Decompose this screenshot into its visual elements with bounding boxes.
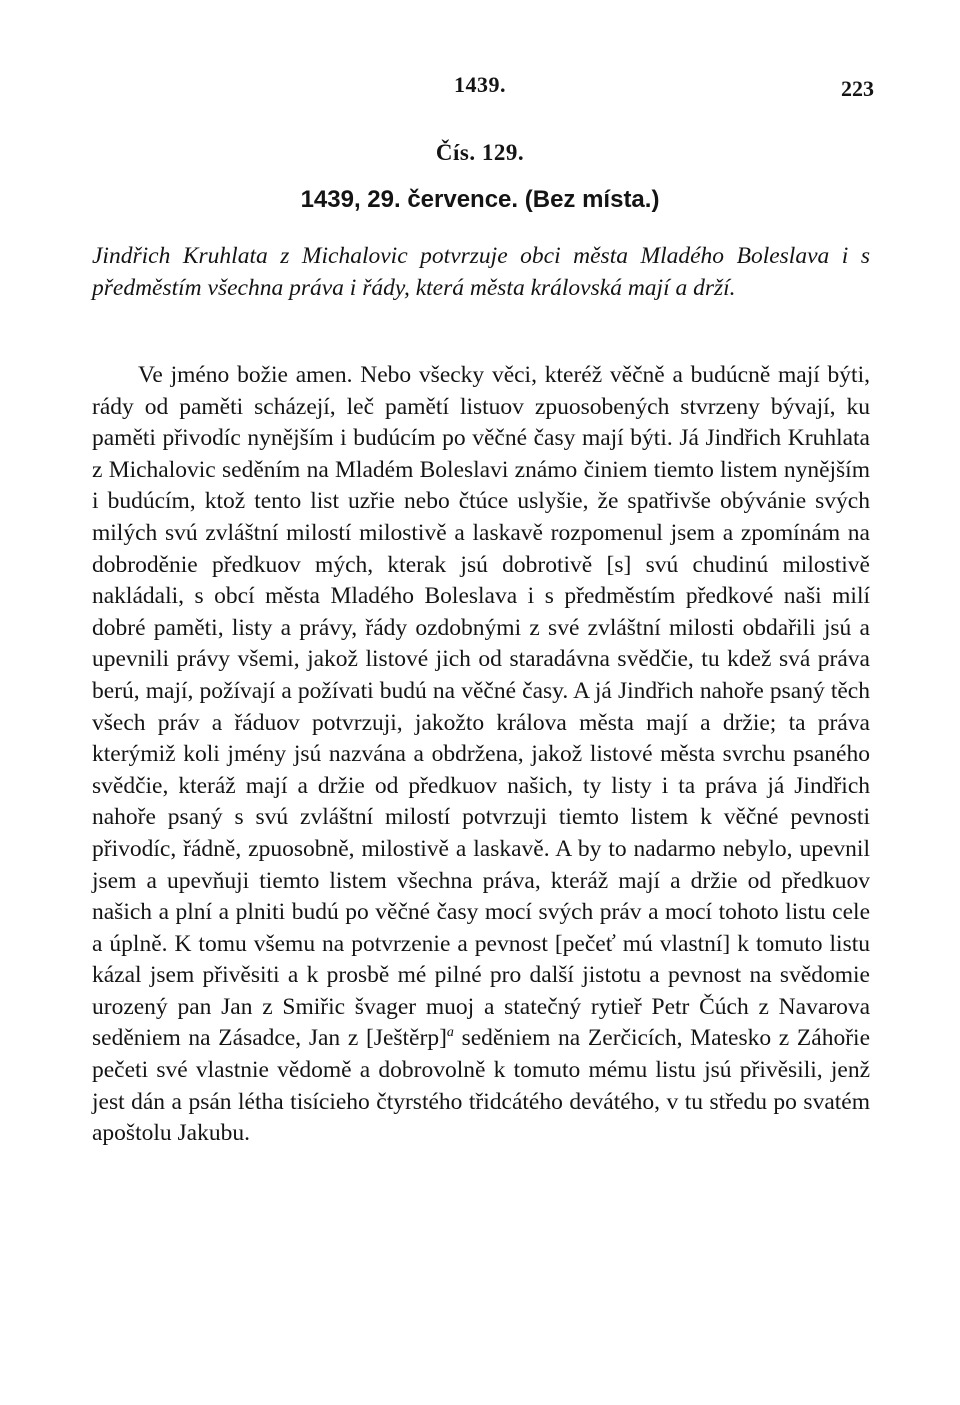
document-date: 1439, 29. července. (Bez místa.)	[300, 186, 660, 213]
document-regest: Jindřich Kruhlata z Michalovic potvrzuje obci města Mladého Boleslava i s předměstím všechna práva i řády, která města královská mají a drží.	[92, 243, 870, 301]
footnote-marker: a	[446, 1025, 454, 1041]
document-body	[92, 360, 870, 1150]
body-text-part-2: seděniem na Zerčicích, Matesko z Záhořie pečeti své vlastnie vědomě a dobrovolně k tomuto mému listu jsú přivěsili, jenž jest dán a psán létha tisícieho čtyrstého třidcátého devátého, v tu středu po svatém apoštolu Jakubu.	[92, 1025, 870, 1147]
document-number: Čís. 129.	[435, 140, 525, 165]
running-header-year: 1439.	[454, 72, 506, 97]
body-text-part-1: Ve jméno božie amen. Nebo všecky věci, kteréž věčně a budúcně mají býti, rády od paměti scházejí, leč pamětí listuov zpuosobených stvrzeny bývají, ku paměti přivodíc nynějším i budúcím po věčné časy mají býti. Já Jindřich Kruhlata z Michalovic seděním na Mladém Boleslavi známo činiem tiemto listem nynějším i budúcím, ktož tento list uzřie nebo čtúce uslyšie, že spatřivše obývánie svých milých svú zvláštní milostí milostivě a laskavě rozpomenul jsem a zpomínám na dobroděnie předkuov mých, kterak jsú dobrotivě [s] svú chudinú milostivě nakládali, s obcí města Mladého Boleslava i s předměstím předkové naši milí dobré paměti, listy a právy, řády ozdobnými z své zvláštní milosti obdařili jsú a upevnili právy všemi, jakož listové jich od staradávna svědčie, tu kdež svá práva berú, mají, požívají a požívati budú na věčné časy. A já Jindřich nahoře psaný těch všech práv a řáduov potvrzuji, jakožto králova města mají a držie; ta práva kterýmiž koli jmény jsú nazvána a obdržena, jakož listové města svrchu psaného svědčie, kteráž mají a držie od předkuov našich, ty listy i ta práva já Jindřich nahoře psaný s svú zvláštní milostí potvrzuji tiemto listem k věčné pevnosti přivodíc, řádně, zpuosobně, milostivě a laskavě. A by to nadarmo nebylo, upevnil jsem a upevňuji tiemto listem všechna práva, kteráž mají a držie od předkuov našich a plní a plniti budú po věčné časy mocí svých práv a mocí tohoto listu cele a úplně. K tomu všemu na potvrzenie a pevnost [pečeť mú vlastní] k tomuto listu kázal jsem přivěsiti a k prosbě mé pilné pro další jistotu a pevnost na svědomie urozený pan Jan z Smiřic švager muoj a statečný rytieř Petr Čúch z Navarova seděniem na Zásadce, Jan z [Ještěrp]	[92, 362, 870, 1052]
page-number: 223	[841, 76, 874, 101]
